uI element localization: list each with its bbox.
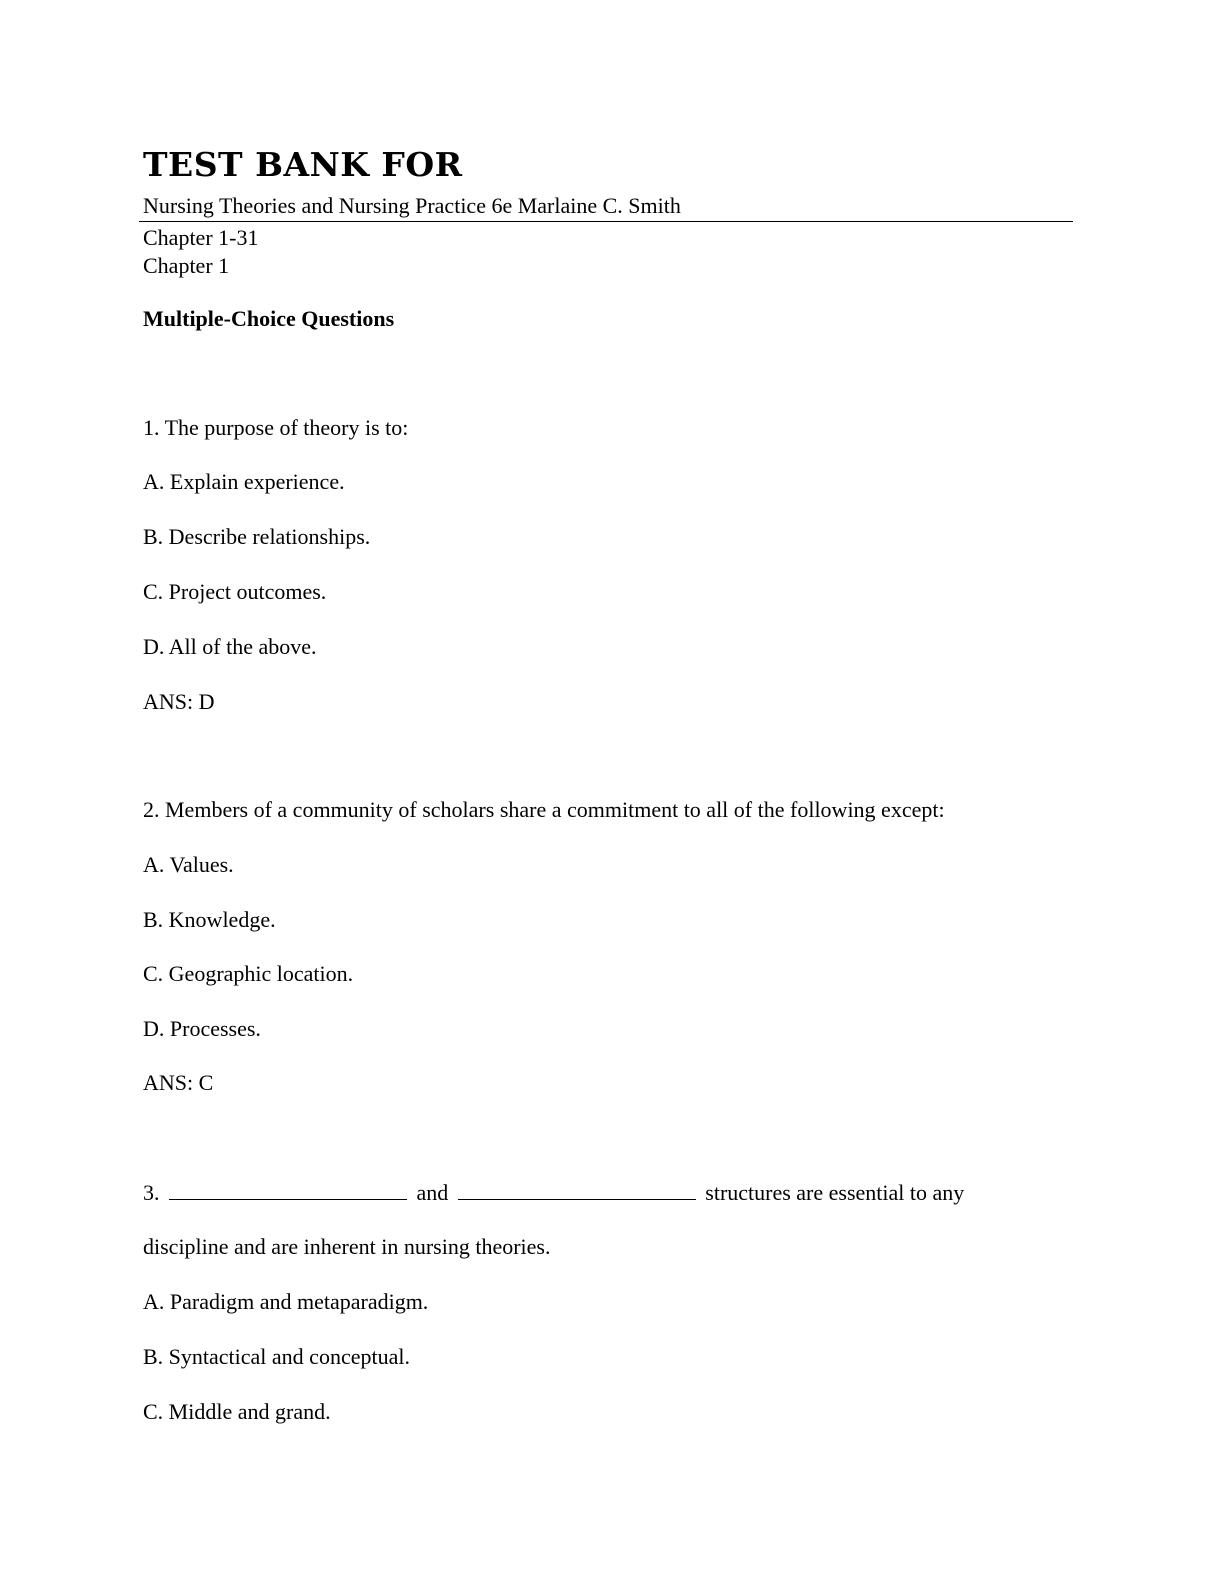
question-2-option-c: C. Geographic location. [143,961,354,986]
document-title: TEST BANK FOR [143,145,463,184]
question-2-answer: ANS: C [143,1070,214,1095]
chapter-range: Chapter 1-31 [143,225,259,250]
chapter-label: Chapter 1 [143,253,230,278]
fill-in-blank-1 [169,1179,407,1200]
question-1-option-c: C. Project outcomes. [143,579,327,604]
question-1-option-b: B. Describe relationships. [143,524,371,549]
question-3-option-c: C. Middle and grand. [143,1399,331,1424]
question-1-option-d: D. All of the above. [143,634,317,659]
question-1-answer: ANS: D [143,689,215,714]
question-3-stem [143,1179,964,1207]
chapter-info [143,224,258,280]
question-3-and: and [416,1180,449,1205]
question-3-stem-continued: discipline and are inherent in nursing theories. [143,1234,551,1259]
question-2-option-b: B. Knowledge. [143,907,276,932]
document-subtitle: Nursing Theories and Nursing Practice 6e Marlaine C. Smith [143,193,681,218]
fill-in-blank-2 [458,1179,696,1200]
question-1-option-a: A. Explain experience. [143,469,345,494]
question-2-option-a: A. Values. [143,852,234,877]
question-3-stem-rest: structures are essential to any [705,1180,965,1205]
question-3-number: 3. [143,1180,160,1205]
section-heading: Multiple-Choice Questions [143,306,395,331]
question-3-option-b: B. Syntactical and conceptual. [143,1344,410,1369]
question-1-stem: 1. The purpose of theory is to: [143,415,409,440]
question-3-option-a: A. Paradigm and metaparadigm. [143,1289,429,1314]
question-2-stem: 2. Members of a community of scholars share a commitment to all of the following except: [143,797,945,822]
question-2-option-d: D. Processes. [143,1016,261,1041]
header-divider [139,221,1073,222]
